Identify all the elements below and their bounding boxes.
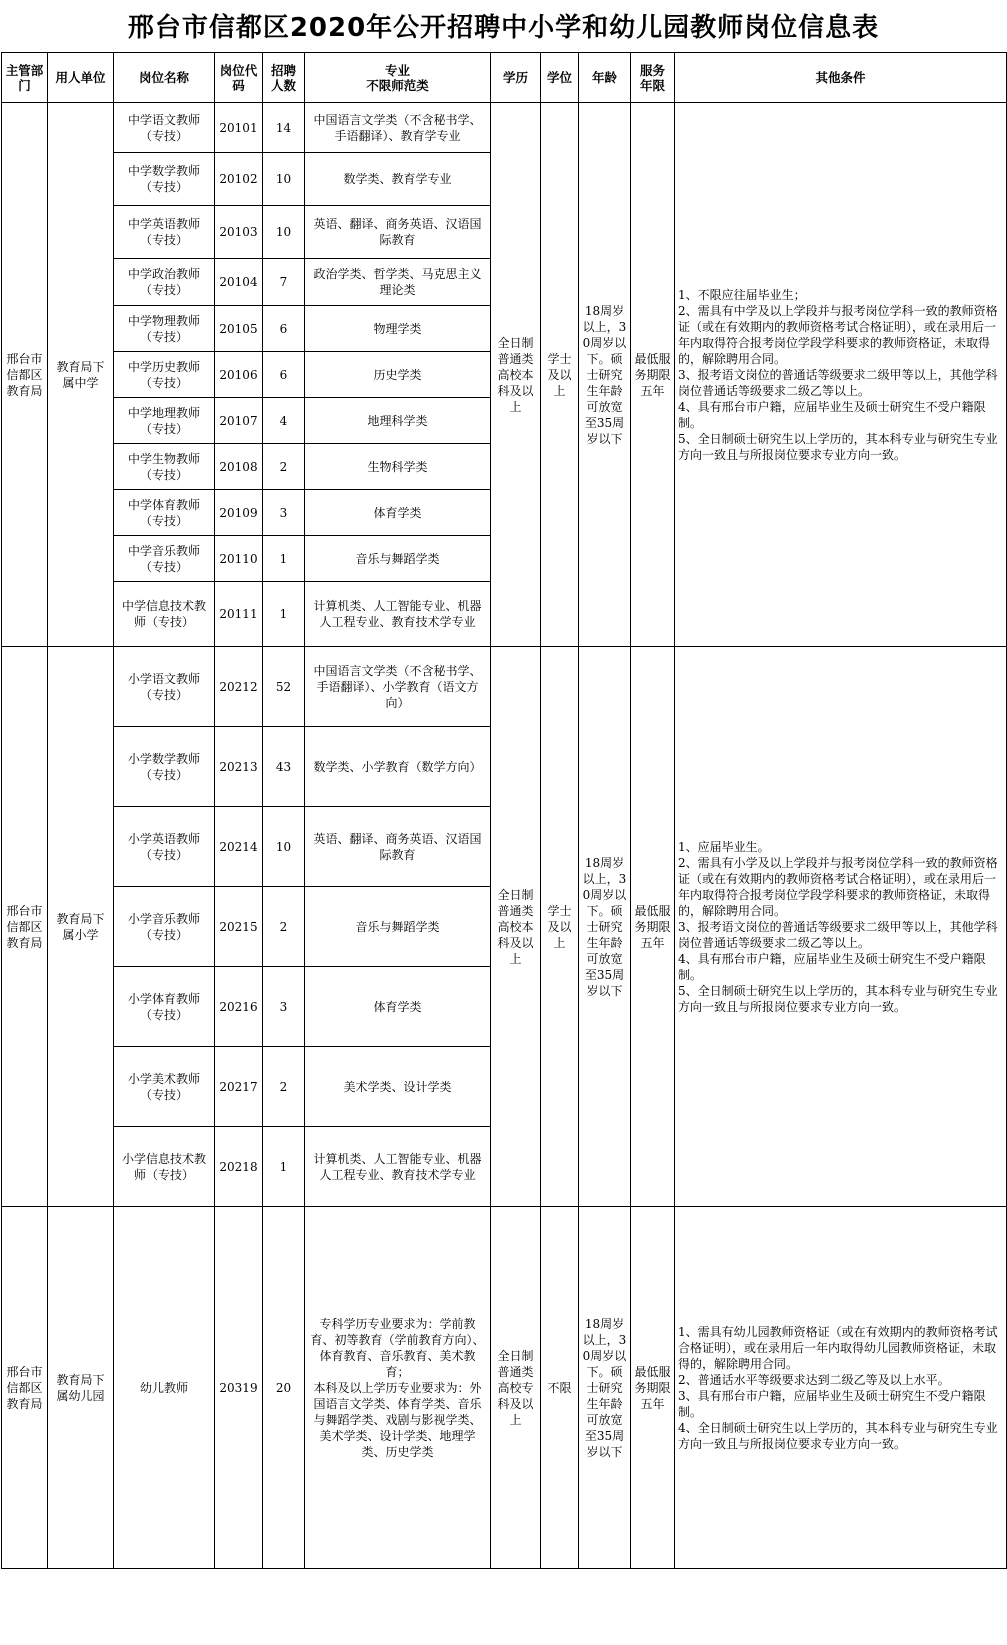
position-name-cell: 中学生物教师（专技） [114,444,215,490]
service-cell: 最低服务期限五年 [631,1207,675,1569]
position-name-cell: 中学历史教师（专技） [114,352,215,398]
major-cell: 数学类、小学教育（数学方向） [305,727,491,807]
service-cell: 最低服务期限五年 [631,647,675,1207]
position-name-cell: 小学美术教师（专技） [114,1047,215,1127]
unit-cell: 教育局下属小学 [48,647,114,1207]
hire-count-cell: 20 [263,1207,305,1569]
education-cell: 全日制普通类高校专科及以上 [491,1207,541,1569]
degree-cell: 学士及以上 [541,647,579,1207]
major-cell: 地理科学类 [305,398,491,444]
major-cell: 音乐与舞蹈学类 [305,887,491,967]
major-cell: 数学类、教育学专业 [305,153,491,206]
major-cell: 物理学类 [305,306,491,352]
position-name-cell: 中学信息技术教师（专技） [114,582,215,647]
education-cell: 全日制普通类高校本科及以上 [491,647,541,1207]
table-row [2,1207,1007,1569]
hire-count-cell: 10 [263,153,305,206]
position-name-cell: 中学政治教师（专技） [114,259,215,306]
header-service: 服务年限 [631,53,675,103]
position-name-cell: 小学语文教师（专技） [114,647,215,727]
position-code-cell: 20106 [215,352,263,398]
hire-count-cell: 10 [263,807,305,887]
hire-count-cell: 4 [263,398,305,444]
major-cell: 专科学历专业要求为：学前教育、初等教育（学前教育方向）、体育教育、音乐教育、美术教育； 本科及以上学历专业要求为：外国语言文学类、体育学类、音乐与舞蹈学类、戏剧与影视学类、美术学类、设计学类、地理学类、历史学类 [305,1207,491,1569]
position-name-cell: 小学英语教师（专技） [114,807,215,887]
other-conditions-cell: 1、需具有幼儿园教师资格证（或在有效期内的教师资格考试合格证明），或在录用后一年内取得幼儿园教师资格证，未取得的，解除聘用合同。 2、普通话水平等级要求达到二级乙等及以上水平。 3、具有邢台市户籍，应届毕业生及硕士研究生不受户籍限制。 4、全日制硕士研究生以上学历的，其本科专业与研究生专业方向一致且与所报岗位要求专业方向一致。 [675,1207,1007,1569]
hire-count-cell: 6 [263,306,305,352]
hire-count-cell: 2 [263,444,305,490]
major-cell: 生物科学类 [305,444,491,490]
major-cell: 中国语言文学类（不含秘书学、手语翻译）、小学教育（语文方向） [305,647,491,727]
major-cell: 中国语言文学类（不含秘书学、手语翻译）、教育学专业 [305,103,491,153]
major-cell: 美术学类、设计学类 [305,1047,491,1127]
position-code-cell: 20216 [215,967,263,1047]
age-cell: 18周岁以上，30周岁以下。硕士研究生年龄可放宽至35周岁以下 [579,1207,631,1569]
header-major: 专业 不限师范类 [305,53,491,103]
hire-count-cell: 6 [263,352,305,398]
age-cell: 18周岁以上，30周岁以下。硕士研究生年龄可放宽至35周岁以下 [579,103,631,647]
hire-count-cell: 3 [263,490,305,536]
major-cell: 政治学类、哲学类、马克思主义理论类 [305,259,491,306]
hire-count-cell: 1 [263,582,305,647]
major-cell: 历史学类 [305,352,491,398]
service-cell: 最低服务期限五年 [631,103,675,647]
position-name-cell: 中学音乐教师（专技） [114,536,215,582]
page-title: 邢台市信都区2020年公开招聘中小学和幼儿园教师岗位信息表 [127,13,880,43]
hire-count-cell: 2 [263,887,305,967]
major-cell: 计算机类、人工智能专业、机器人工程专业、教育技术学专业 [305,1127,491,1207]
position-code-cell: 20105 [215,306,263,352]
header-position: 岗位名称 [114,53,215,103]
position-code-cell: 20215 [215,887,263,967]
position-name-cell: 中学地理教师（专技） [114,398,215,444]
position-code-cell: 20213 [215,727,263,807]
position-code-cell: 20109 [215,490,263,536]
header-unit: 用人单位 [48,53,114,103]
header-education: 学历 [491,53,541,103]
hire-count-cell: 7 [263,259,305,306]
position-name-cell: 幼儿教师 [114,1207,215,1569]
unit-cell: 教育局下属中学 [48,103,114,647]
hire-count-cell: 1 [263,536,305,582]
position-code-cell: 20212 [215,647,263,727]
position-code-cell: 20217 [215,1047,263,1127]
dept-cell: 邢台市信都区教育局 [2,1207,48,1569]
position-code-cell: 20111 [215,582,263,647]
age-cell: 18周岁以上，30周岁以下。硕士研究生年龄可放宽至35周岁以下 [579,647,631,1207]
unit-cell: 教育局下属幼儿园 [48,1207,114,1569]
header-age: 年龄 [579,53,631,103]
position-code-cell: 20101 [215,103,263,153]
position-name-cell: 小学信息技术教师（专技） [114,1127,215,1207]
position-code-cell: 20319 [215,1207,263,1569]
header-other: 其他条件 [675,53,1007,103]
hire-count-cell: 10 [263,206,305,259]
position-name-cell: 小学音乐教师（专技） [114,887,215,967]
table-row [2,103,1007,153]
major-cell: 体育学类 [305,967,491,1047]
position-code-cell: 20218 [215,1127,263,1207]
hire-count-cell: 14 [263,103,305,153]
hire-count-cell: 2 [263,1047,305,1127]
position-code-cell: 20110 [215,536,263,582]
other-conditions-cell: 1、应届毕业生。 2、需具有小学及以上学段并与报考岗位学科一致的教师资格证（或在有效期内的教师资格考试合格证明），或在录用后一年内取得符合报考岗位学段学科要求的教师资格证，未取得的，解除聘用合同。 3、报考语文岗位的普通话等级要求二级甲等以上，其他学科岗位普通话等级要求二级乙等以上。 4、具有邢台市户籍，应届毕业生及硕士研究生不受户籍限制。 5、全日制硕士研究生以上学历的，其本科专业与研究生专业方向一致且与所报岗位要求专业方向一致。 [675,647,1007,1207]
position-code-cell: 20102 [215,153,263,206]
degree-cell: 不限 [541,1207,579,1569]
position-code-cell: 20108 [215,444,263,490]
position-name-cell: 中学语文教师（专技） [114,103,215,153]
education-cell: 全日制普通类高校本科及以上 [491,103,541,647]
position-name-cell: 小学体育教师（专技） [114,967,215,1047]
major-cell: 英语、翻译、商务英语、汉语国际教育 [305,206,491,259]
header-dept: 主管部门 [2,53,48,103]
other-conditions-cell: 1、不限应往届毕业生； 2、需具有中学及以上学段并与报考岗位学科一致的教师资格证（或在有效期内的教师资格考试合格证明），或在录用后一年内取得符合报考岗位学段学科要求的教师资格证，未取得的，解除聘用合同。 3、报考语文岗位的普通话等级要求二级甲等以上，其他学科岗位普通话等级要求二级乙等以上。 4、具有邢台市户籍，应届毕业生及硕士研究生不受户籍限制。 5、全日制硕士研究生以上学历的，其本科专业与研究生专业方向一致且与所报岗位要求专业方向一致。 [675,103,1007,647]
header-count: 招聘人数 [263,53,305,103]
major-cell: 音乐与舞蹈学类 [305,536,491,582]
degree-cell: 学士及以上 [541,103,579,647]
position-code-cell: 20214 [215,807,263,887]
position-code-cell: 20104 [215,259,263,306]
table-row [2,647,1007,727]
position-name-cell: 小学数学教师（专技） [114,727,215,807]
dept-cell: 邢台市信都区教育局 [2,103,48,647]
position-name-cell: 中学英语教师（专技） [114,206,215,259]
positions-table [1,52,1007,1569]
position-name-cell: 中学体育教师（专技） [114,490,215,536]
header-code: 岗位代码 [215,53,263,103]
header-row [2,53,1007,103]
hire-count-cell: 1 [263,1127,305,1207]
major-cell: 计算机类、人工智能专业、机器人工程专业、教育技术学专业 [305,582,491,647]
major-cell: 英语、翻译、商务英语、汉语国际教育 [305,807,491,887]
major-cell: 体育学类 [305,490,491,536]
hire-count-cell: 43 [263,727,305,807]
position-name-cell: 中学物理教师（专技） [114,306,215,352]
dept-cell: 邢台市信都区教育局 [2,647,48,1207]
position-code-cell: 20107 [215,398,263,444]
hire-count-cell: 52 [263,647,305,727]
header-degree: 学位 [541,53,579,103]
position-name-cell: 中学数学教师（专技） [114,153,215,206]
position-code-cell: 20103 [215,206,263,259]
hire-count-cell: 3 [263,967,305,1047]
